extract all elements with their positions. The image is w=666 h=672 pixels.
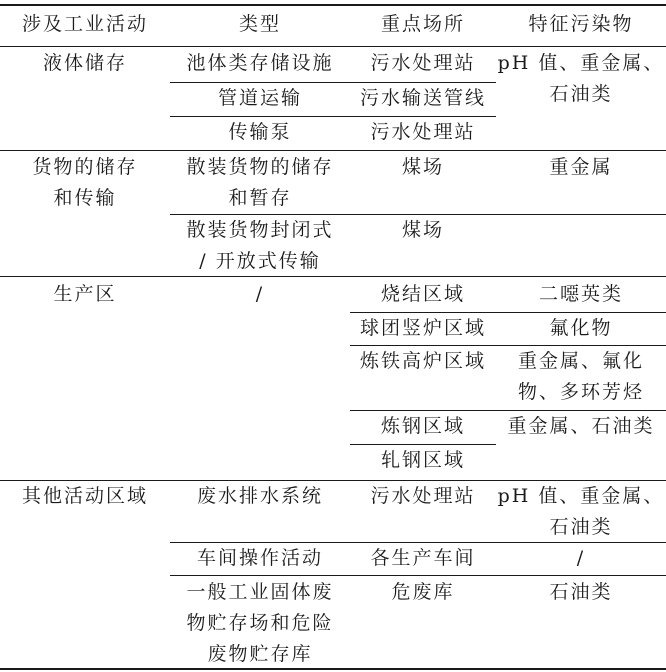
pollutant-cell: 石油类 [549, 581, 613, 603]
type-cell: 废水排水系统 [196, 485, 323, 507]
site-cell: 炼钢区域 [380, 415, 465, 437]
type-cell: 散装货物的储存 和暂存 [186, 156, 334, 209]
header-pollutant: 特征污染物 [528, 13, 634, 35]
pollutant-cell: pH 值、重金属、 石油类 [497, 485, 665, 538]
header-type: 类型 [238, 13, 281, 35]
table-top-rule [0, 4, 666, 6]
pollutant-cell: 重金属、石油类 [507, 415, 655, 437]
site-cell: 各生产车间 [370, 547, 476, 569]
pollutant-cell: / [576, 547, 586, 569]
type-cell: 一般工业固体废 物贮存场和危险 废物贮存库 [186, 581, 334, 665]
site-cell: 污水处理站 [370, 485, 476, 507]
type-cell: 传输泵 [228, 121, 292, 143]
header-activity: 涉及工业活动 [21, 13, 148, 35]
group-divider [0, 150, 666, 151]
pollutant-cell: 重金属、氟化 物、多环芳烃 [517, 350, 644, 403]
type-cell: 散装货物封闭式 / 开放式传输 [186, 219, 334, 272]
site-cell: 炼铁高炉区域 [359, 350, 486, 372]
activity-cell: 生产区 [53, 283, 117, 305]
site-cell: 污水处理站 [370, 52, 476, 74]
site-cell: 轧钢区域 [380, 449, 465, 471]
site-cell: 烧结区域 [380, 283, 465, 305]
header-bottom-rule [0, 46, 666, 47]
type-cell: / [255, 283, 265, 305]
activity-cell: 其他活动区域 [21, 485, 148, 507]
pollutant-cell: 二噁英类 [538, 283, 623, 305]
type-cell: 管道运输 [217, 87, 302, 109]
header-site: 重点场所 [380, 13, 465, 35]
pollutant-cell: 重金属 [549, 156, 613, 178]
activity-cell: 货物的储存 和传输 [32, 156, 138, 209]
activity-cell: 液体储存 [42, 52, 127, 74]
site-cell: 危废库 [391, 581, 455, 603]
site-cell: 污水输送管线 [359, 87, 486, 109]
site-cell: 煤场 [401, 219, 444, 241]
site-cell: 煤场 [401, 156, 444, 178]
pollutant-cell: pH 值、重金属、 石油类 [497, 52, 665, 105]
type-cell: 车间操作活动 [196, 547, 323, 569]
site-cell: 污水处理站 [370, 121, 476, 143]
type-cell: 池体类存储设施 [186, 52, 334, 74]
pollutant-cell: 氟化物 [549, 317, 613, 339]
row-divider [170, 575, 666, 576]
site-cell: 球团竖炉区域 [359, 317, 486, 339]
